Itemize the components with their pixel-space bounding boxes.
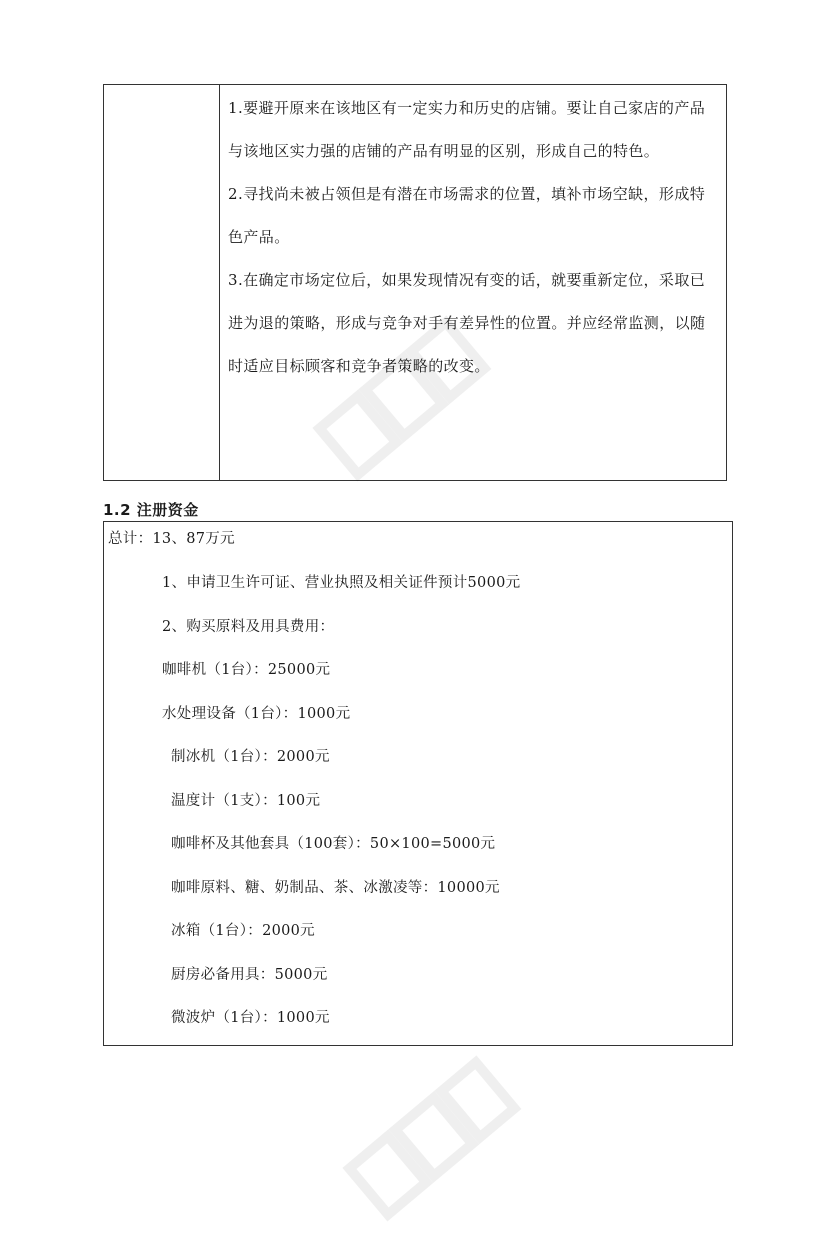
strategy-paragraph-3: 3.在确定市场定位后，如果发现情况有变的话，就要重新定位，采取已进为退的策略，形成与竞争对手有差异性的位置。并应经常监测，以随时适应目标顾客和竞争者策略的改变。	[228, 271, 706, 375]
budget-item: 水处理设备（1台）：1000元	[162, 706, 351, 722]
budget-item: 冰箱（1台）：2000元	[171, 923, 315, 939]
budget-item: 咖啡原料、糖、奶制品、茶、冰激凌等：10000元	[171, 880, 500, 896]
budget-item: 2、购买原料及用具费用：	[162, 619, 335, 635]
section-heading: 1.2 注册资金	[103, 501, 199, 519]
budget-item: 微波炉（1台）：1000元	[171, 1010, 330, 1026]
budget-item: 咖啡杯及其他套具（100套）：50×100=5000元	[171, 836, 496, 852]
budget-item: 1、申请卫生许可证、营业执照及相关证件预计5000元	[162, 575, 521, 591]
watermark-graphic	[330, 1040, 530, 1240]
strategy-table	[103, 84, 727, 481]
budget-item: 厨房必备用具：5000元	[171, 967, 328, 983]
budget-box	[103, 521, 733, 1046]
strategy-paragraph-1: 1.要避开原来在该地区有一定实力和历史的店铺。要让自己家店的产品与该地区实力强的店铺的产品有明显的区别，形成自己的特色。	[228, 99, 706, 160]
strategy-label-cell	[104, 85, 220, 480]
budget-item: 温度计（1支）：100元	[171, 793, 321, 809]
budget-item: 咖啡机（1台）：25000元	[162, 662, 331, 678]
strategy-content-cell	[228, 85, 716, 388]
budget-item: 制冰机（1台）：2000元	[171, 749, 330, 765]
strategy-paragraph-2: 2.寻找尚未被占领但是有潜在市场需求的位置，填补市场空缺，形成特色产品。	[228, 185, 706, 246]
budget-total: 总计：13、87万元	[108, 531, 235, 547]
